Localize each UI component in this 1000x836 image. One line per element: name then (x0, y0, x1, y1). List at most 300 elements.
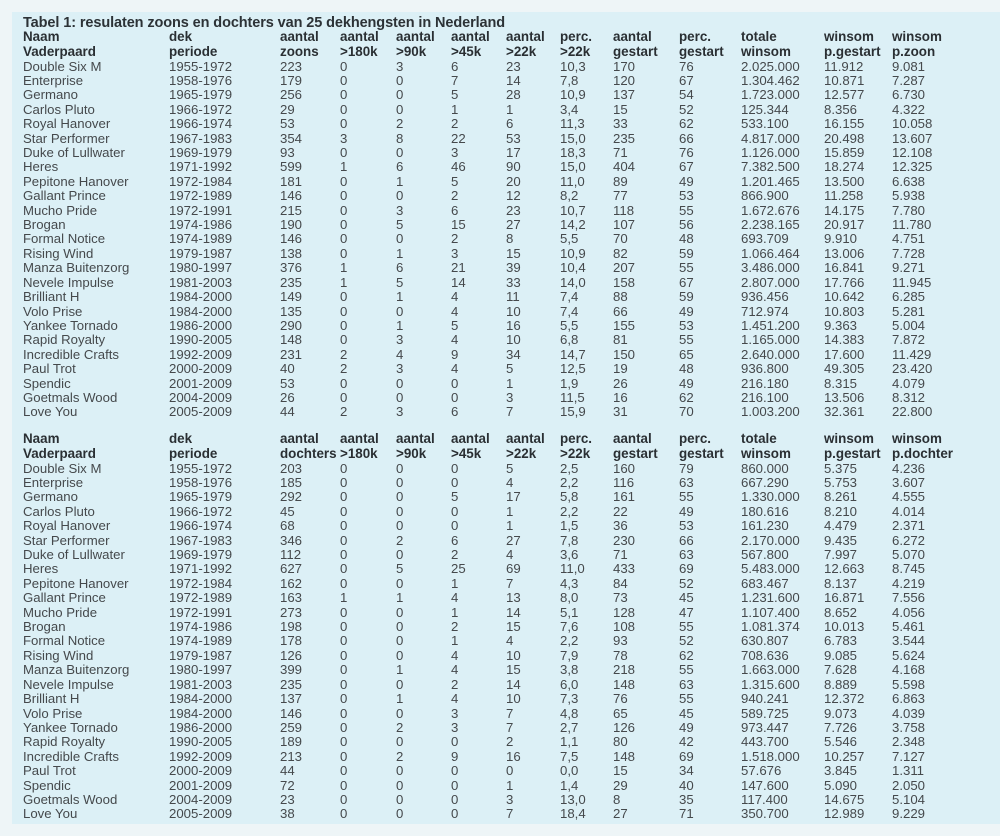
table-cell: 2 (451, 547, 459, 563)
table-cell: 49 (679, 719, 694, 735)
column-header: totale (741, 431, 777, 446)
table-row (23, 577, 962, 591)
stallion-name-cell: Star Performer (23, 130, 110, 146)
table-cell: 2.348 (892, 734, 926, 750)
table-cell: 70 (679, 404, 694, 420)
table-row (23, 505, 962, 519)
table-cell: 1 (396, 245, 404, 261)
table-row (23, 348, 962, 362)
table-cell: 178 (280, 633, 303, 649)
table-cell: 2004-2009 (169, 791, 233, 807)
column-header: perc. (560, 431, 593, 446)
table-row (23, 276, 962, 290)
table-cell: 22 (613, 503, 628, 519)
table-row (23, 132, 962, 146)
table-cell: 2.238.165 (741, 217, 800, 233)
table-cell: 9.910 (824, 231, 858, 247)
stallion-name-cell: Duke of Lullwater (23, 547, 125, 563)
table-cell: 2 (340, 346, 348, 362)
table-row (23, 290, 962, 304)
table-cell: 11.258 (824, 188, 864, 204)
table-cell: 63 (679, 676, 694, 692)
stallion-name-cell: Gallant Prince (23, 188, 106, 204)
table-cell: 117.400 (741, 791, 788, 807)
table-cell: 35 (679, 791, 694, 807)
table-cell: 6.272 (892, 532, 926, 548)
stallion-name-cell: Rising Wind (23, 647, 94, 663)
table-cell: 667.290 (741, 475, 789, 490)
stallion-name-cell: Brilliant H (23, 289, 80, 305)
table-cell: 7,6 (560, 619, 579, 635)
table-row (23, 620, 962, 634)
table-cell: 5,8 (560, 489, 579, 505)
table-cell: 11.912 (824, 58, 864, 74)
table-cell: 23 (280, 791, 295, 807)
table-cell: 88 (613, 289, 628, 305)
table-cell: 0 (340, 389, 348, 405)
table-cell: 216.180 (741, 375, 789, 391)
table-cell: 2.640.000 (741, 346, 800, 362)
table-cell: 66 (679, 532, 694, 548)
table-cell: 0 (396, 489, 404, 505)
stallion-name-cell: Mucho Pride (23, 202, 98, 218)
table-cell: 2.371 (892, 518, 926, 534)
table-cell: 1974-1989 (169, 231, 233, 247)
table-cell: 7,8 (560, 532, 579, 548)
table-cell: 1972-1989 (169, 188, 233, 204)
table-cell: 8.210 (824, 503, 858, 519)
column-header: gestart (679, 445, 724, 461)
table-cell: 2000-2009 (169, 361, 233, 377)
table-cell: 55 (679, 662, 694, 678)
table-cell: 2004-2009 (169, 389, 233, 405)
table-cell: 16.841 (824, 260, 865, 276)
table-cell: 3 (396, 332, 404, 348)
table-cell: 7,4 (560, 303, 579, 319)
table-cell: 1955-1972 (169, 460, 233, 476)
table-cell: 72 (280, 777, 295, 793)
table-cell: 399 (280, 662, 303, 678)
table-cell: 5.938 (892, 188, 926, 204)
table-cell: 2 (506, 734, 514, 750)
table-cell: 1967-1983 (169, 532, 233, 548)
column-header: periode (169, 445, 218, 461)
table-row (23, 204, 962, 218)
table-cell: 8.652 (824, 604, 858, 620)
stallion-name-cell: Brogan (23, 619, 66, 635)
table-row (23, 247, 962, 261)
table-cell: 63 (679, 547, 694, 563)
table-cell: 0 (340, 604, 348, 620)
table-cell: 589.725 (741, 705, 789, 721)
table-cell: 79 (679, 460, 694, 476)
column-header: >22k (560, 445, 591, 461)
table-cell: 7 (506, 719, 514, 735)
table-cell: 1966-1974 (169, 116, 233, 132)
table-cell: 1.081.374 (741, 619, 800, 635)
table-cell: 2 (451, 231, 459, 247)
column-header: aantal (340, 29, 379, 44)
table-cell: 7.127 (892, 748, 926, 764)
table-cell: 1 (506, 101, 514, 117)
table-cell: 67 (679, 159, 694, 175)
stallion-name-cell: Paul Trot (23, 763, 76, 779)
table-cell: 49.305 (824, 361, 865, 377)
table-cell: 52 (679, 575, 694, 591)
table-cell: 150 (613, 346, 636, 362)
table-cell: 16 (506, 748, 521, 764)
table-cell: 29 (280, 101, 295, 117)
table-cell: 22 (451, 130, 466, 146)
table-cell: 0 (451, 389, 459, 405)
table-cell: 26 (280, 389, 295, 405)
table-cell: 71 (613, 145, 628, 161)
table-cell: 2 (451, 676, 459, 692)
table-cell: 0 (396, 389, 404, 405)
table-cell: 49 (679, 303, 694, 319)
stallion-name-cell: Goetmals Wood (23, 389, 118, 405)
table-cell: 5 (451, 173, 459, 189)
table-cell: 11,0 (560, 173, 585, 189)
table-cell: 354 (280, 130, 303, 146)
table-cell: 5 (451, 87, 459, 103)
table-cell: 1 (396, 691, 404, 707)
table-cell: 3 (506, 389, 514, 405)
table-cell: 9.229 (892, 806, 926, 822)
stallion-name-cell: Star Performer (23, 532, 110, 548)
table-cell: 207 (613, 260, 636, 276)
column-header: winsom (892, 29, 942, 44)
table-row (23, 377, 962, 391)
table-row (23, 591, 962, 605)
table-cell: 15.859 (824, 145, 865, 161)
table-cell: 3,8 (560, 662, 579, 678)
table-cell: 55 (679, 202, 694, 218)
table-cell: 0 (396, 303, 404, 319)
table-cell: 0 (451, 734, 459, 750)
table-cell: 1981-2003 (169, 676, 233, 692)
table-cell: 5.104 (892, 791, 926, 807)
table-cell: 180.616 (741, 503, 789, 519)
stallion-name-cell: Double Six M (23, 460, 102, 476)
table-cell: 48 (679, 231, 694, 247)
table-cell: 0 (451, 763, 459, 779)
column-header: dochters (280, 445, 337, 461)
table-cell: 49 (679, 173, 694, 189)
table-cell: 93 (613, 633, 628, 649)
column-header: Vaderpaard (23, 445, 96, 461)
table-cell: 259 (280, 719, 303, 735)
table-cell: 1.672.676 (741, 202, 800, 218)
table-cell: 0 (340, 662, 348, 678)
table-cell: 31 (613, 404, 628, 420)
table-cell: 11.945 (892, 274, 932, 290)
table-cell: 89 (613, 173, 628, 189)
table-cell: 28 (506, 87, 521, 103)
table-cell: 1 (396, 317, 404, 333)
table-cell: 67 (679, 73, 694, 88)
table-cell: 4 (451, 332, 459, 348)
table-cell: 155 (613, 317, 636, 333)
stallion-name-cell: Mucho Pride (23, 604, 98, 620)
table-cell: 10.058 (892, 116, 933, 132)
table-cell: 55 (679, 489, 694, 505)
table-cell: 4 (451, 662, 459, 678)
table-cell: 3,6 (560, 547, 579, 563)
header-row (23, 30, 962, 45)
table-cell: 256 (280, 87, 303, 103)
table-cell: 866.900 (741, 188, 789, 204)
table-row (23, 476, 962, 490)
table-cell: 4 (506, 547, 514, 563)
table-cell: 2005-2009 (169, 806, 233, 822)
table-row (23, 750, 962, 764)
table-cell: 5.598 (892, 676, 926, 692)
table-cell: 12,5 (560, 361, 586, 377)
table-cell: 0 (451, 791, 459, 807)
table-cell: 8 (506, 231, 514, 247)
table-cell: 0 (340, 475, 348, 490)
table-cell: 3.486.000 (741, 260, 800, 276)
table-cell: 1955-1972 (169, 58, 233, 74)
table-cell: 15 (506, 245, 521, 261)
table-cell: 6.730 (892, 87, 926, 103)
table-cell: 126 (280, 647, 303, 663)
table-cell: 13 (506, 590, 521, 606)
table-cell: 0 (451, 518, 459, 534)
table-cell: 2,2 (560, 633, 579, 649)
table-row (23, 88, 962, 102)
table-cell: 0 (396, 547, 404, 563)
table-cell: 9 (451, 748, 459, 764)
table-cell: 12.372 (824, 691, 865, 707)
table-cell: 23 (506, 58, 521, 74)
table-cell: 1974-1989 (169, 633, 233, 649)
table-cell: 3 (396, 404, 404, 420)
table-cell: 0 (451, 460, 459, 476)
table-cell: 4.751 (892, 231, 926, 247)
table-cell: 4 (506, 633, 514, 649)
table-cell: 16.871 (824, 590, 865, 606)
table-cell: 5.546 (824, 734, 858, 750)
table-cell: 108 (613, 619, 636, 635)
stallion-name-cell: Formal Notice (23, 633, 106, 649)
table-cell: 6.285 (892, 289, 926, 305)
table-cell: 1.107.400 (741, 604, 800, 620)
table-cell: 235 (280, 274, 303, 290)
table-cell: 0 (396, 619, 404, 635)
table-cell: 55 (679, 691, 694, 707)
table-cell: 16 (613, 389, 628, 405)
column-header: p.dochter (892, 445, 954, 461)
column-header: aantal (613, 431, 652, 446)
table-cell: 9.085 (824, 647, 858, 663)
table-cell: 2,5 (560, 460, 579, 476)
table-cell: 71 (613, 547, 628, 563)
stallion-name-cell: Enterprise (23, 475, 84, 490)
table-cell: 3 (506, 791, 514, 807)
table-cell: 125.344 (741, 101, 789, 117)
table-cell: 2 (451, 188, 459, 204)
table-cell: 6,8 (560, 332, 579, 348)
table-row (23, 189, 962, 203)
table-cell: 235 (613, 130, 636, 146)
sons-table (23, 30, 962, 420)
table-cell: 13.006 (824, 245, 865, 261)
table-cell: 0 (340, 503, 348, 519)
table-cell: 2 (396, 748, 404, 764)
table-cell: 14 (451, 274, 466, 290)
table-cell: 161 (613, 489, 636, 505)
column-header: gestart (613, 445, 658, 461)
column-header: aantal (340, 431, 379, 446)
table-row (23, 807, 962, 821)
table-cell: 11,0 (560, 561, 585, 577)
table-cell: 69 (506, 561, 521, 577)
table-cell: 0 (340, 575, 348, 591)
table-cell: 67 (679, 274, 694, 290)
table-cell: 10 (506, 303, 521, 319)
table-cell: 1.201.465 (741, 173, 800, 189)
table-cell: 1984-2000 (169, 705, 233, 721)
table-cell: 533.100 (741, 116, 789, 132)
table-cell: 14 (506, 676, 521, 692)
table-cell: 0 (340, 777, 348, 793)
table-cell: 1 (396, 173, 404, 189)
table-cell: 1 (506, 375, 514, 391)
table-row (23, 634, 962, 648)
table-cell: 0 (396, 705, 404, 721)
stallion-name-cell: Heres (23, 561, 59, 577)
table-cell: 273 (280, 604, 303, 620)
table-cell: 0 (396, 777, 404, 793)
column-header: zoons (280, 43, 319, 59)
table-cell: 65 (679, 346, 694, 362)
table-cell: 7.728 (892, 245, 926, 261)
column-header: perc. (679, 29, 712, 44)
table-cell: 0 (340, 188, 348, 204)
table-cell: 0 (340, 676, 348, 692)
table-cell: 29 (613, 777, 628, 793)
table-cell: 4 (451, 361, 459, 377)
table-cell: 11.780 (892, 217, 932, 233)
table-cell: 0 (340, 116, 348, 132)
table-cell: 7 (506, 806, 514, 822)
table-cell: 38 (280, 806, 295, 822)
table-cell: 59 (679, 289, 694, 305)
table-cell: 23 (506, 202, 521, 218)
table-cell: 0 (340, 332, 348, 348)
table-cell: 708.636 (741, 647, 789, 663)
table-cell: 10,9 (560, 245, 586, 261)
table-cell: 376 (280, 260, 303, 276)
table-cell: 16.155 (824, 116, 865, 132)
table-cell: 1974-1986 (169, 619, 233, 635)
table-cell: 9 (451, 346, 459, 362)
table-cell: 1986-2000 (169, 719, 233, 735)
table-cell: 10.013 (824, 619, 865, 635)
table-cell: 1.330.000 (741, 489, 800, 505)
table-cell: 1,5 (560, 518, 579, 534)
table-cell: 0 (340, 245, 348, 261)
table-cell: 0 (340, 145, 348, 161)
table-cell: 93 (280, 145, 295, 161)
table-cell: 0 (340, 691, 348, 707)
table-cell: 158 (613, 274, 636, 290)
table-cell: 26 (613, 375, 628, 391)
table-cell: 5 (451, 317, 459, 333)
table-cell: 1979-1987 (169, 647, 233, 663)
table-cell: 5.753 (824, 475, 858, 490)
table-cell: 1984-2000 (169, 289, 233, 305)
column-header: >22k (506, 445, 537, 461)
table-cell: 76 (679, 145, 694, 161)
table-cell: 69 (679, 748, 694, 764)
table-cell: 1 (506, 777, 514, 793)
table-cell: 0 (451, 475, 459, 490)
table-cell: 181 (280, 173, 303, 189)
table-cell: 189 (280, 734, 303, 750)
table-cell: 8.356 (824, 101, 858, 117)
table-cell: 40 (679, 777, 694, 793)
stallion-name-cell: Incredible Crafts (23, 748, 120, 764)
table-cell: 0 (340, 489, 348, 505)
table-cell: 1,1 (560, 734, 579, 750)
stallion-name-cell: Brilliant H (23, 691, 80, 707)
table-row (23, 305, 962, 319)
table-cell: 6 (396, 260, 404, 276)
table-cell: 8.315 (824, 375, 858, 391)
table-cell: 4.056 (892, 604, 926, 620)
table-row (23, 663, 962, 677)
column-header: dek (169, 29, 193, 44)
table-cell: 2,2 (560, 503, 579, 519)
column-header: totale (741, 29, 777, 44)
table-cell: 33 (613, 116, 628, 132)
table-cell: 433 (613, 561, 636, 577)
table-row (23, 362, 962, 376)
table-row (23, 117, 962, 131)
table-cell: 77 (613, 188, 628, 204)
table-row (23, 261, 962, 275)
table-cell: 8,2 (560, 188, 579, 204)
table-cell: 44 (280, 404, 295, 420)
table-cell: 5.281 (892, 303, 926, 319)
column-header: periode (169, 43, 218, 59)
table-cell: 12.663 (824, 561, 865, 577)
table-cell: 0 (340, 791, 348, 807)
table-cell: 693.709 (741, 231, 789, 247)
table-cell: 683.467 (741, 575, 789, 591)
table-cell: 0 (451, 806, 459, 822)
stallion-name-cell: Gallant Prince (23, 590, 106, 606)
table-cell: 45 (280, 503, 295, 519)
table-cell: 223 (280, 58, 303, 74)
table-cell: 13,0 (560, 791, 586, 807)
table-cell: 78 (613, 647, 628, 663)
table-cell: 65 (613, 705, 628, 721)
table-cell: 62 (679, 389, 694, 405)
table-cell: 1971-1992 (169, 159, 233, 175)
table-cell: 0 (340, 518, 348, 534)
stallion-name-cell: Rapid Royalty (23, 332, 106, 348)
stallion-name-cell: Yankee Tornado (23, 719, 118, 735)
table-cell: 0 (340, 375, 348, 391)
table-cell: 10,3 (560, 58, 586, 74)
table-cell: 1 (506, 503, 514, 519)
table-cell: 1 (396, 289, 404, 305)
table-cell: 15,9 (560, 404, 586, 420)
